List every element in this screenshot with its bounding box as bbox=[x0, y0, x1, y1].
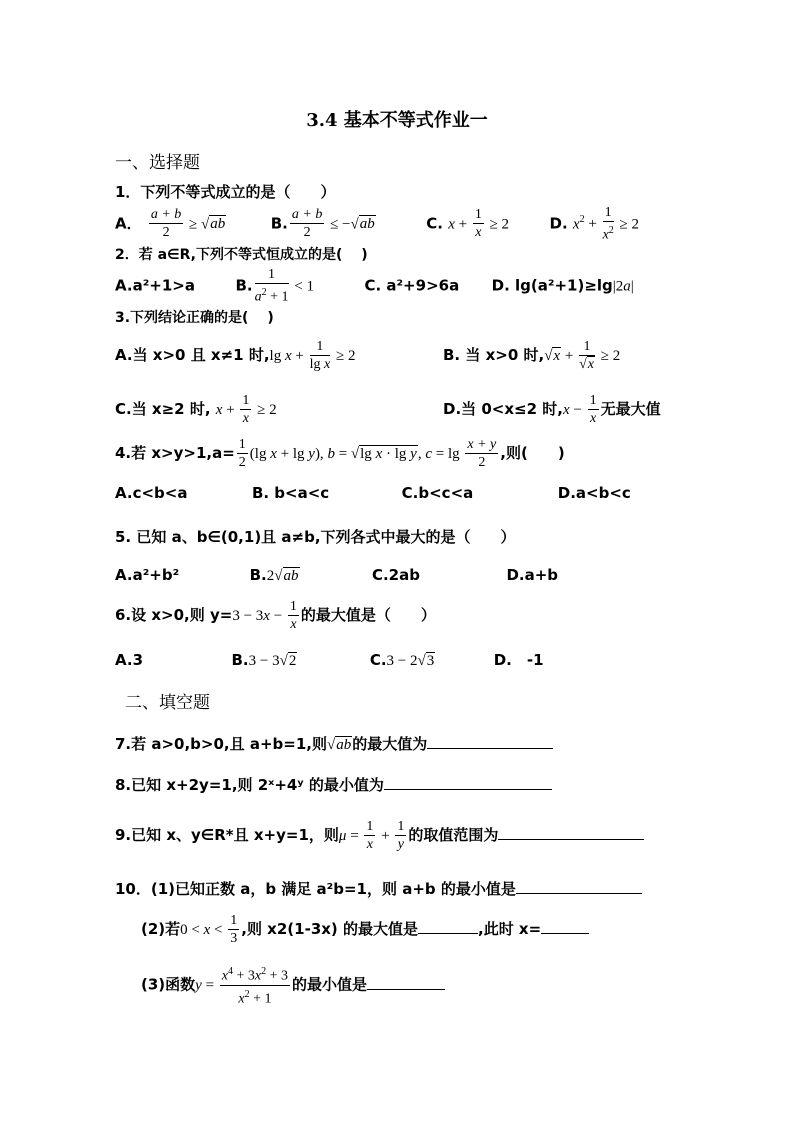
answer-blank[interactable] bbox=[541, 921, 589, 934]
question-8-text: 8.已知 x+2y=1,则 2ˣ+4ʸ 的最小值为 bbox=[115, 776, 384, 794]
answer-blank[interactable] bbox=[498, 827, 644, 840]
option-a-label: A.当 x>0 且 x≠1 时, bbox=[115, 346, 270, 364]
question-9-suffix: 的取值范围为 bbox=[408, 826, 499, 844]
question-6-prefix: 6.设 x>0,则 y= bbox=[115, 606, 233, 624]
option-d-label: D.当 0<x≤2 时, bbox=[443, 400, 563, 418]
option-a-label: A.a²+1>a bbox=[115, 276, 195, 295]
question-6-stem: 6.设 x>0,则 y=3 − 3x − $\frac{1}{x}$ 的最大值是（ ） bbox=[115, 599, 436, 632]
option-d-tail: 无最大值 bbox=[600, 400, 661, 418]
option-b-label: B. 当 x>0 时, bbox=[443, 346, 545, 364]
question-3-option-b: B. 当 x>0 时,√x + $\frac{1}{√x}$ ≥ 2 bbox=[443, 339, 621, 372]
answer-blank[interactable] bbox=[427, 736, 553, 749]
option-b-label: B. bbox=[249, 566, 267, 584]
question-4-prefix: 4.若 x>y>1,a= bbox=[115, 444, 235, 462]
question-3-row1: A.当 x>0 且 x≠1 时,lg x + $\frac{1}{\text{lg x}}$ ≥ 2 bbox=[115, 339, 356, 372]
option-c-label: C.2ab bbox=[371, 566, 420, 584]
question-7-prefix: 7.若 a>0,b>0,且 a+b=1,则 bbox=[115, 735, 327, 753]
option-c-label: C.b<c<a bbox=[401, 484, 474, 502]
question-10-part-2: (2)若0 < x < $\frac{1}{3}$ ,则 x2(1-3x) 的最大值是 ,此时 x= bbox=[141, 912, 589, 947]
question-1-stem: 1．下列不等式成立的是（ ） bbox=[115, 183, 336, 201]
option-a-label: A.3 bbox=[115, 651, 144, 669]
option-a-label: A． bbox=[115, 214, 142, 233]
option-d-label: D. lg(a²+1)≥lg bbox=[491, 276, 613, 295]
question-3-option-d: D.当 0<x≤2 时,x − $\frac{1}{x}$ 无最大值 bbox=[443, 393, 661, 426]
question-6-suffix: 的最大值是（ ） bbox=[300, 606, 436, 624]
question-5-stem: 5. 已知 a、b∈(0,1)且 a≠b,下列各式中最大的是（ ） bbox=[115, 528, 516, 546]
question-4-options bbox=[115, 484, 631, 502]
question-10-part-2-mid: ,则 x2(1-3x) 的最大值是 bbox=[241, 920, 419, 938]
question-1-options: A． $\frac{a + b}{2}$ ≥ √ab B. $\frac{a + b}{2}$ ≤ −√ab C. x + $\frac{1}{x}$ ≥ 2 D. $x^2$ + $\frac{1}{x^2}$ ≥ 2 bbox=[115, 205, 640, 243]
page-title: 3.4 基本不等式作业一 bbox=[306, 110, 488, 131]
question-3-stem: 3.下列结论正确的是( ) bbox=[115, 310, 274, 326]
question-8 bbox=[115, 774, 552, 795]
question-10-part-2-suffix: ,此时 x= bbox=[478, 920, 542, 938]
question-10-part-3-suffix: 的最小值是 bbox=[292, 975, 368, 994]
question-10-part-3: (3)函数y = $\frac{x^4 + 3x^2 + 3}{x^2 + 1}$ 的最小值是 bbox=[141, 963, 445, 1007]
option-d-label: D. -1 bbox=[493, 651, 544, 669]
option-b-label: B. bbox=[270, 214, 288, 233]
option-c-label: C. bbox=[369, 651, 387, 669]
question-4-suffix: ,则( ) bbox=[500, 444, 565, 462]
option-d-label: D. bbox=[549, 214, 568, 233]
question-6-options: A.3 B.3 − 3√2 C.3 − 2√3 D. -1 bbox=[115, 651, 544, 669]
section-choice-heading: 一、选择题 bbox=[115, 153, 200, 173]
option-d-label: D.a+b bbox=[506, 566, 559, 584]
question-9-prefix: 9.已知 x、y∈R*且 x+y=1，则 bbox=[115, 826, 339, 844]
option-c-label: C. a²+9>6a bbox=[364, 276, 460, 295]
answer-blank[interactable] bbox=[384, 777, 552, 790]
question-2-options: A.a²+1>a B. $\frac{1}{a^2 + 1}$ < 1 C. a²+9>6a D. lg(a²+1)≥lg|2a| bbox=[115, 267, 634, 305]
option-b-label: B. bbox=[235, 276, 253, 295]
question-10-part-2-prefix: (2)若 bbox=[141, 920, 181, 938]
option-b-label: B. bbox=[231, 651, 249, 669]
question-10-part-3-prefix: (3)函数 bbox=[141, 975, 196, 994]
question-10-part-1 bbox=[115, 878, 642, 899]
question-3-row2: C.当 x≥2 时, x + $\frac{1}{x}$ ≥ 2 bbox=[115, 393, 277, 426]
option-c-label: C.当 x≥2 时, bbox=[115, 400, 211, 418]
question-10-part-1-text: 10．(1)已知正数 a，b 满足 a²b=1，则 a+b 的最小值是 bbox=[115, 880, 516, 898]
option-a-label: A.c<b<a bbox=[115, 484, 188, 502]
question-7-suffix: 的最大值为 bbox=[352, 735, 428, 753]
section-fill-heading: 二、填空题 bbox=[125, 693, 210, 713]
answer-blank[interactable] bbox=[516, 881, 642, 894]
question-9: 9.已知 x、y∈R*且 x+y=1，则μ = $\frac{1}{x}$ + $\frac{1}{y}$ 的取值范围为 bbox=[115, 818, 644, 853]
question-4-stem: 4.若 x>y>1,a= $\frac{1}{2}$ (lg x + lg y), b = √lg x · lg y, c = lg $\frac{x + y}{2}$ ,则( ) bbox=[115, 437, 565, 470]
answer-blank[interactable] bbox=[418, 921, 478, 934]
option-c-label: C. bbox=[426, 214, 443, 233]
answer-blank[interactable] bbox=[367, 977, 445, 990]
question-7: 7.若 a>0,b>0,且 a+b=1,则√ab的最大值为 bbox=[115, 733, 553, 754]
question-5-options: A.a²+b² B.2√ab C.2ab D.a+b bbox=[115, 566, 559, 584]
option-a-label: A.a²+b² bbox=[115, 566, 180, 584]
option-d-label: D.a<b<c bbox=[557, 484, 631, 502]
question-2-stem: 2．若 a∈R,下列不等式恒成立的是( ) bbox=[115, 247, 368, 263]
option-b-label: B. b<a<c bbox=[251, 484, 330, 502]
